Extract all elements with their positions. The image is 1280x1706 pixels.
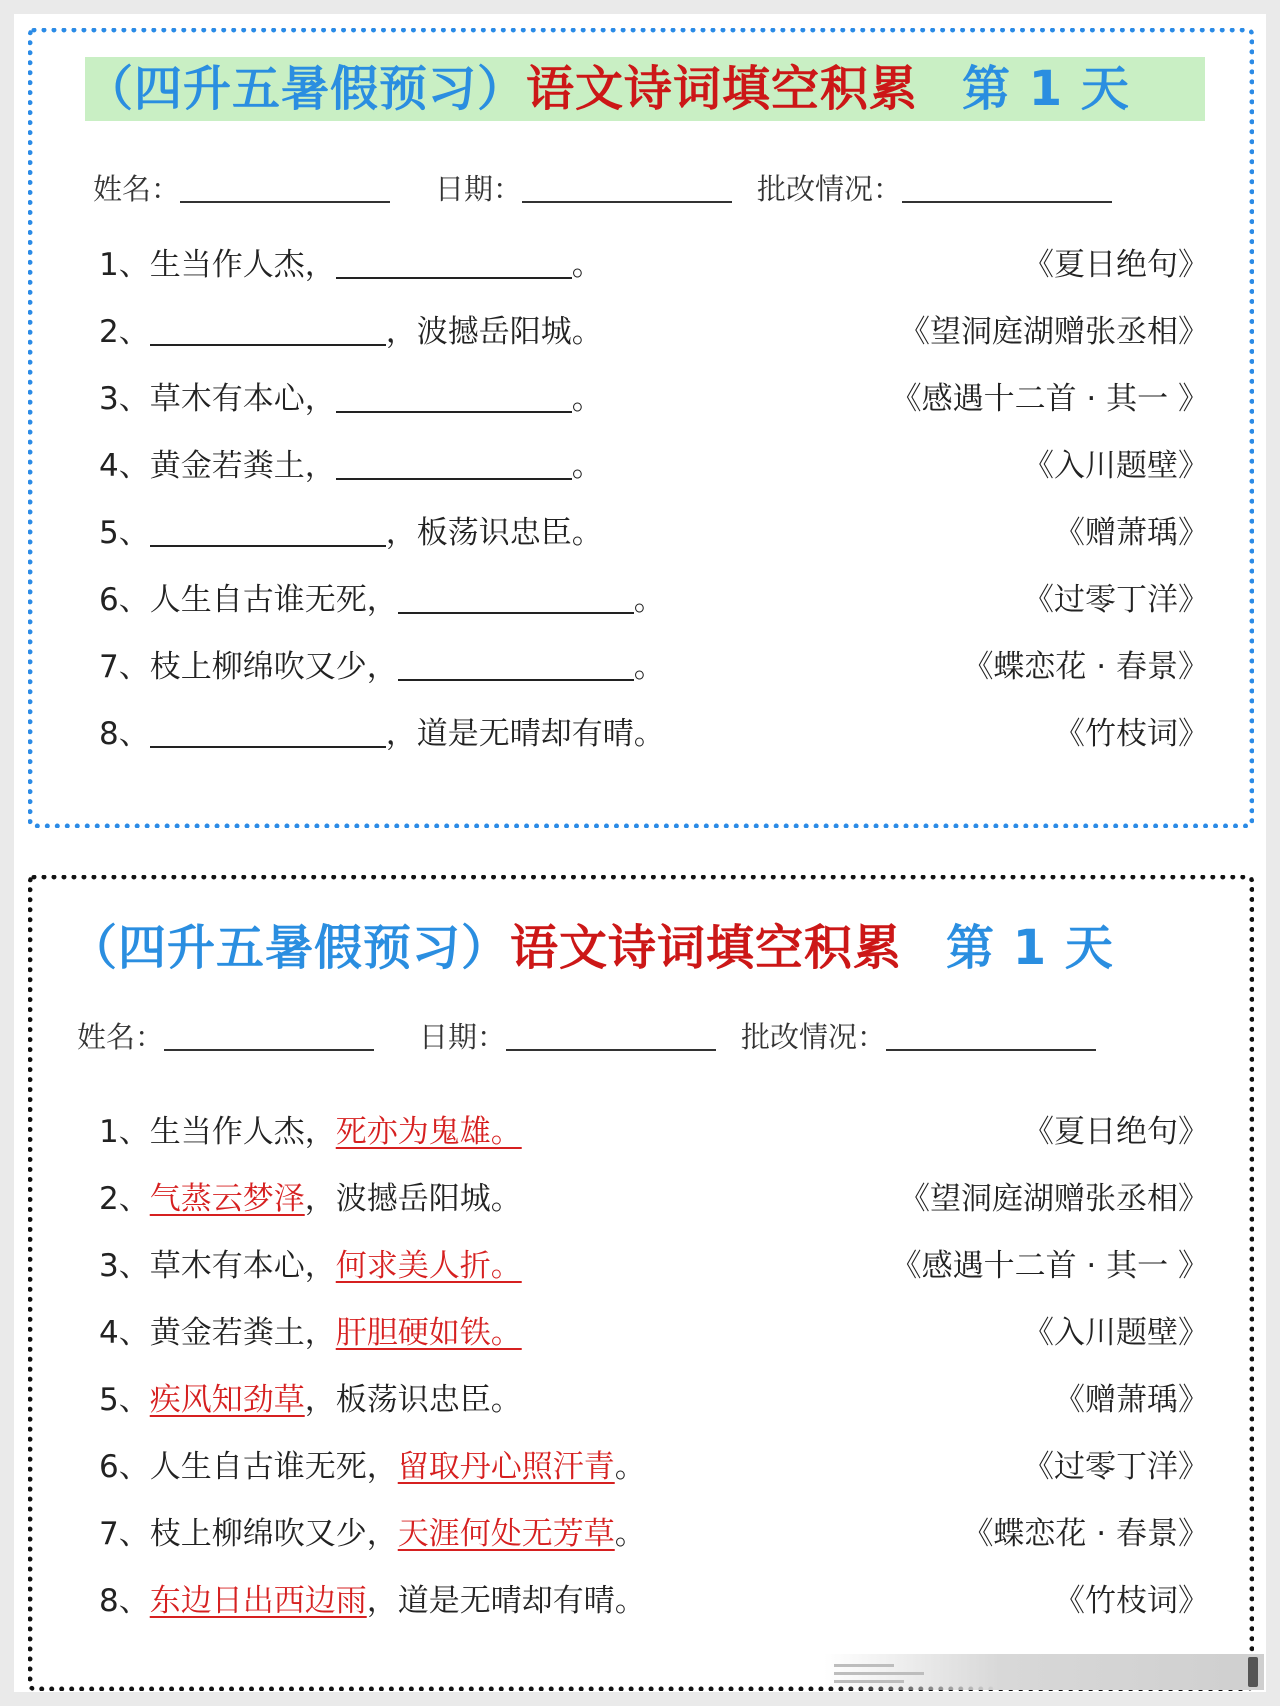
poem-source: 《赠萧瑀》 — [1054, 1382, 1209, 1418]
question-row — [99, 708, 1209, 758]
date-label: 日期： — [419, 1020, 507, 1054]
poem-source: 《入川题壁》 — [1023, 448, 1209, 484]
question-row — [99, 574, 1209, 624]
question-text — [99, 1307, 522, 1352]
question-text — [99, 1374, 522, 1419]
question-number: 1、 — [99, 247, 150, 283]
verse-before: 人生自古谁无死， — [149, 1449, 398, 1485]
question-number: 7、 — [99, 649, 150, 685]
question-number: 3、 — [99, 381, 150, 417]
name-label: 姓名： — [77, 1020, 165, 1054]
question-row — [99, 1173, 1209, 1223]
question-row — [99, 1575, 1209, 1625]
question-text — [99, 1508, 646, 1553]
answer-blank[interactable] — [336, 247, 572, 279]
answer-blank[interactable] — [150, 314, 386, 346]
poem-source: 《过零丁洋》 — [1023, 582, 1209, 618]
question-text — [99, 1441, 646, 1486]
answer-blank[interactable] — [150, 515, 386, 547]
verse-before: 草木有本心， — [149, 1248, 336, 1284]
date-field[interactable] — [506, 1025, 716, 1051]
question-number: 4、 — [99, 1315, 150, 1351]
question-number: 5、 — [99, 1382, 150, 1418]
question-row — [99, 1441, 1209, 1491]
verse-before: 草木有本心， — [149, 381, 336, 417]
question-row — [99, 373, 1209, 423]
title-grade: （四升五暑假预习） — [85, 61, 527, 117]
poem-source: 《蝶恋花 · 春景》 — [962, 1516, 1209, 1552]
poem-source: 《入川题壁》 — [1023, 1315, 1209, 1351]
verse-after: ，道是无晴却有晴。 — [385, 716, 665, 752]
question-row — [99, 239, 1209, 289]
title-day: 第 1 天 — [946, 920, 1114, 976]
check-label: 批改情况： — [741, 1020, 887, 1054]
question-row — [99, 1307, 1209, 1357]
answer-text: 疾风知劲草 — [149, 1382, 305, 1418]
question-number: 8、 — [99, 716, 150, 752]
verse-after: 。 — [633, 582, 665, 618]
question-text — [99, 1173, 522, 1218]
question-row — [99, 1240, 1209, 1290]
answer-blank[interactable] — [336, 448, 572, 480]
title-subject: 语文诗词填空积累 — [510, 920, 903, 976]
question-number: 3、 — [99, 1248, 150, 1284]
verse-after: ，板荡识忠臣。 — [304, 1382, 522, 1418]
poem-source: 《望洞庭湖赠张丞相》 — [899, 314, 1209, 350]
question-number: 2、 — [99, 1181, 150, 1217]
answer-text: 留取丹心照汗青 — [397, 1449, 615, 1485]
question-text — [99, 440, 603, 485]
answer-text: 东边日出西边雨 — [149, 1583, 367, 1619]
poem-source: 《竹枝词》 — [1054, 716, 1209, 752]
question-text — [99, 239, 603, 284]
question-number: 4、 — [99, 448, 150, 484]
scrollbar-thumb[interactable] — [1248, 1657, 1258, 1687]
title-grade: （四升五暑假预习） — [69, 920, 511, 976]
info-row — [93, 167, 1193, 207]
verse-after: 。 — [571, 381, 603, 417]
question-number: 6、 — [99, 582, 150, 618]
answer-text: 肝胆硬如铁。 — [335, 1315, 522, 1351]
poem-source: 《夏日绝句》 — [1023, 1114, 1209, 1150]
poem-source: 《过零丁洋》 — [1023, 1449, 1209, 1485]
verse-after: 。 — [571, 448, 603, 484]
question-number: 1、 — [99, 1114, 150, 1150]
poem-source: 《赠萧瑀》 — [1054, 515, 1209, 551]
poem-source: 《夏日绝句》 — [1023, 247, 1209, 283]
answer-text: 何求美人折。 — [335, 1248, 522, 1284]
poem-source: 《感遇十二首 · 其一 》 — [890, 1248, 1209, 1284]
check-field[interactable] — [902, 177, 1112, 203]
question-text — [99, 1106, 522, 1151]
verse-after: 。 — [614, 1449, 646, 1485]
poem-source: 《竹枝词》 — [1054, 1583, 1209, 1619]
date-field[interactable] — [522, 177, 732, 203]
question-text — [99, 373, 603, 418]
answer-blank[interactable] — [150, 716, 386, 748]
question-row — [99, 1106, 1209, 1156]
question-row — [99, 440, 1209, 490]
question-number: 2、 — [99, 314, 150, 350]
question-row — [99, 1508, 1209, 1558]
question-row — [99, 507, 1209, 557]
question-text — [99, 306, 603, 351]
verse-before: 黄金若粪土， — [149, 448, 336, 484]
verse-after: 。 — [571, 247, 603, 283]
decor-stripe — [834, 1672, 924, 1675]
question-row — [99, 306, 1209, 356]
verse-before: 人生自古谁无死， — [149, 582, 398, 618]
info-row — [77, 1015, 1177, 1055]
verse-after: ，波撼岳阳城。 — [304, 1181, 522, 1217]
verse-before: 黄金若粪土， — [149, 1315, 336, 1351]
verse-before: 枝上柳绵吹又少， — [149, 1516, 398, 1552]
question-number: 8、 — [99, 1583, 150, 1619]
name-field[interactable] — [180, 177, 390, 203]
question-row — [99, 641, 1209, 691]
verse-after: ，板荡识忠臣。 — [385, 515, 603, 551]
question-text — [99, 507, 603, 552]
answer-blank[interactable] — [398, 582, 634, 614]
question-text — [99, 1240, 522, 1285]
check-field[interactable] — [886, 1025, 1096, 1051]
question-number: 6、 — [99, 1449, 150, 1485]
poem-source: 《蝶恋花 · 春景》 — [962, 649, 1209, 685]
exercise-panel — [28, 28, 1254, 828]
name-field[interactable] — [164, 1025, 374, 1051]
question-number: 5、 — [99, 515, 150, 551]
question-text — [99, 1575, 646, 1620]
decor-stripe — [834, 1664, 894, 1667]
verse-before: 枝上柳绵吹又少， — [149, 649, 398, 685]
name-label: 姓名： — [93, 172, 181, 206]
question-text — [99, 574, 665, 619]
verse-after: ，道是无晴却有晴。 — [366, 1583, 646, 1619]
verse-after: 。 — [633, 649, 665, 685]
question-text — [99, 708, 665, 753]
worksheet-title — [69, 916, 1189, 980]
answer-blank[interactable] — [336, 381, 572, 413]
worksheet-title — [85, 57, 1205, 121]
poem-source: 《感遇十二首 · 其一 》 — [890, 381, 1209, 417]
answer-text: 死亦为鬼雄。 — [335, 1114, 522, 1150]
answer-text: 气蒸云梦泽 — [149, 1181, 305, 1217]
title-day: 第 1 天 — [962, 61, 1130, 117]
worksheet-page — [14, 14, 1266, 1692]
poem-source: 《望洞庭湖赠张丞相》 — [899, 1181, 1209, 1217]
title-subject: 语文诗词填空积累 — [526, 61, 919, 117]
decor-stripe — [834, 1680, 904, 1683]
verse-before: 生当作人杰， — [149, 247, 336, 283]
verse-after: ，波撼岳阳城。 — [385, 314, 603, 350]
question-number: 7、 — [99, 1516, 150, 1552]
question-row — [99, 1374, 1209, 1424]
date-label: 日期： — [435, 172, 523, 206]
check-label: 批改情况： — [757, 172, 903, 206]
question-text — [99, 641, 665, 686]
answer-panel — [28, 875, 1254, 1691]
answer-text: 天涯何处无芳草 — [397, 1516, 615, 1552]
verse-after: 。 — [614, 1516, 646, 1552]
answer-blank[interactable] — [398, 649, 634, 681]
verse-before: 生当作人杰， — [149, 1114, 336, 1150]
